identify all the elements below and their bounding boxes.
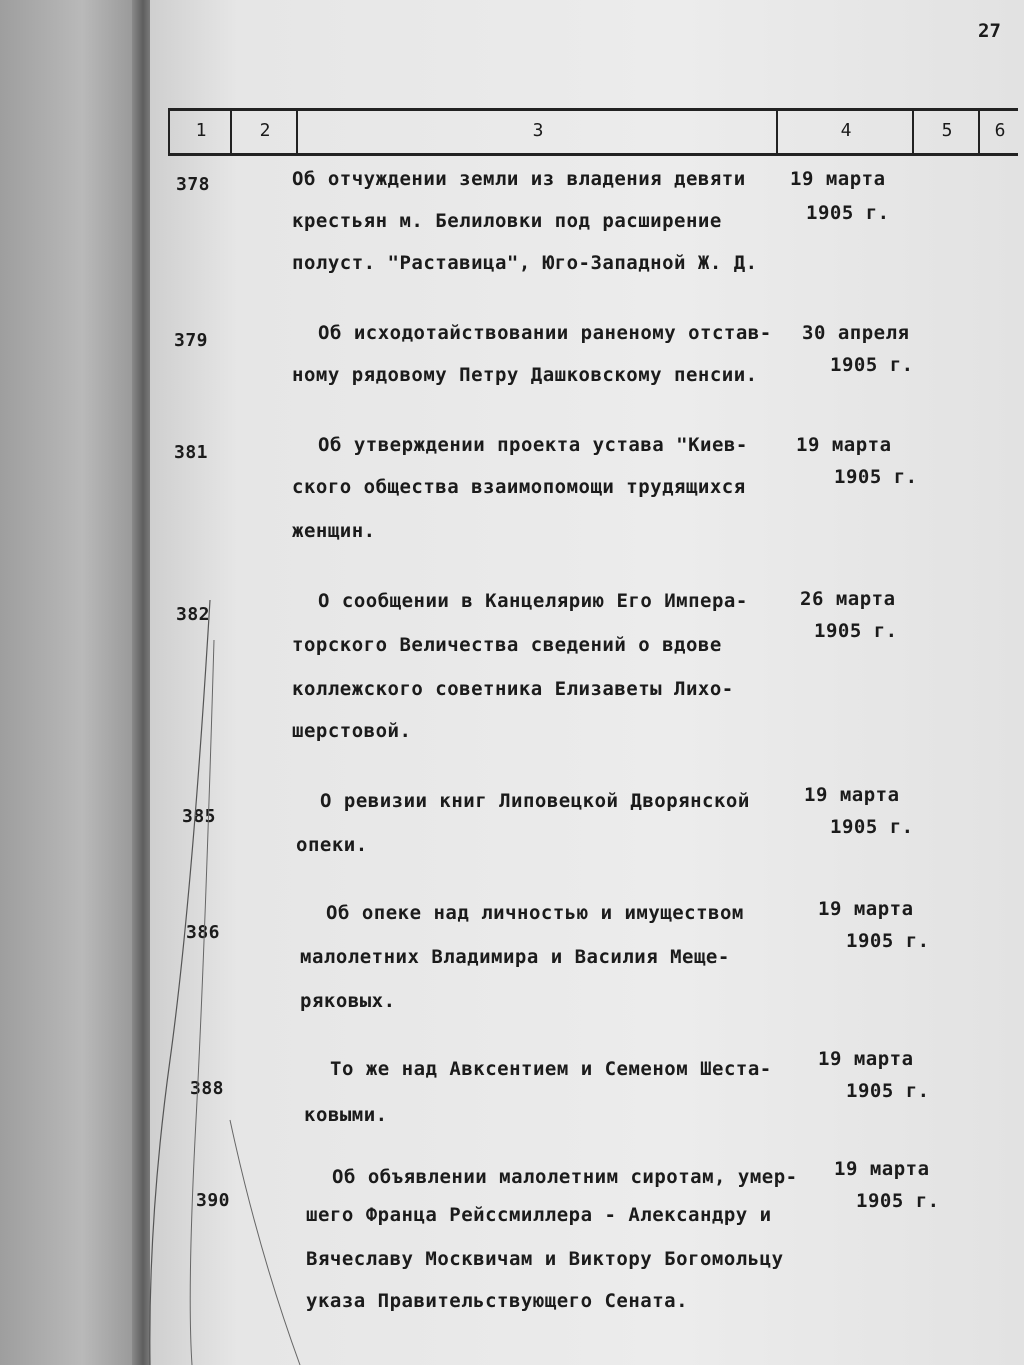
header-col-4: 4 bbox=[776, 111, 914, 153]
header-col-3: 3 bbox=[296, 111, 778, 153]
entry-text-line: малолетних Владимира и Василия Мещe- bbox=[300, 946, 730, 968]
entry-date: 19 марта bbox=[818, 1048, 914, 1070]
entry-year: 1905 г. bbox=[856, 1190, 940, 1212]
entry-date: 19 марта bbox=[804, 784, 900, 806]
entry-date: 19 марта bbox=[818, 898, 914, 920]
entry-number: 386 bbox=[186, 922, 221, 943]
entry-text-line: Об объявлении малолетним сиротам, умер- bbox=[332, 1166, 798, 1188]
entry-text-line: Об опеке над личностью и имуществом bbox=[326, 902, 744, 924]
entry-year: 1905 г. bbox=[830, 354, 914, 376]
entry-date: 19 марта bbox=[790, 168, 886, 190]
left-page-edge bbox=[0, 0, 150, 1365]
entry-number: 385 bbox=[182, 806, 217, 827]
entry-year: 1905 г. bbox=[806, 202, 890, 224]
header-col-1: 1 bbox=[168, 111, 232, 153]
entry-date: 19 марта bbox=[796, 434, 892, 456]
entry-year: 1905 г. bbox=[814, 620, 898, 642]
entry-text-line: опеки. bbox=[296, 834, 368, 856]
header-col-5: 5 bbox=[912, 111, 980, 153]
entry-text-line: О сообщении в Канцелярию Его Импера- bbox=[318, 590, 748, 612]
entry-date: 19 марта bbox=[834, 1158, 930, 1180]
entry-number: 388 bbox=[190, 1078, 225, 1099]
entry-text-line: ному рядовому Петру Дашковскому пенсии. bbox=[292, 364, 758, 386]
table-header bbox=[168, 108, 1018, 156]
entry-year: 1905 г. bbox=[830, 816, 914, 838]
entry-text-line: Об утверждении проекта устава "Киев- bbox=[318, 434, 748, 456]
entry-number: 378 bbox=[176, 174, 211, 195]
entry-year: 1905 г. bbox=[846, 1080, 930, 1102]
header-col-6: 6 bbox=[978, 111, 1020, 153]
entry-number: 379 bbox=[174, 330, 209, 351]
entry-text-line: коллежского советника Елизаветы Лихо- bbox=[292, 678, 734, 700]
entry-number: 390 bbox=[196, 1190, 231, 1211]
entry-text-line: Вячеславу Москвичам и Виктору Богомольцу bbox=[306, 1248, 784, 1270]
page-number: 27 bbox=[978, 20, 1001, 42]
entry-year: 1905 г. bbox=[834, 466, 918, 488]
entry-text-line: крестьян м. Белиловки под расширение bbox=[292, 210, 722, 232]
entry-text-line: То же над Авксентием и Семеном Шеста- bbox=[330, 1058, 772, 1080]
entry-date: 26 марта bbox=[800, 588, 896, 610]
entry-text-line: О ревизии книг Липовецкой Дворянской bbox=[320, 790, 750, 812]
entry-text-line: ковыми. bbox=[304, 1104, 388, 1126]
entry-date: 30 апреля bbox=[802, 322, 910, 344]
entry-year: 1905 г. bbox=[846, 930, 930, 952]
header-col-2: 2 bbox=[230, 111, 298, 153]
entry-text-line: Об отчуждении земли из владения девяти bbox=[292, 168, 746, 190]
entry-text-line: ского общества взаимопомощи трудящихся bbox=[292, 476, 746, 498]
entry-text-line: Об исходотайствовании раненому отстав- bbox=[318, 322, 772, 344]
entry-text-line: шерстовой. bbox=[292, 720, 412, 742]
entry-text-line: торского Величества сведений о вдове bbox=[292, 634, 722, 656]
entry-number: 381 bbox=[174, 442, 209, 463]
entry-text-line: полуст. "Раставица", Юго-Западной Ж. Д. bbox=[292, 252, 758, 274]
entry-text-line: ряковых. bbox=[300, 990, 396, 1012]
entry-number: 382 bbox=[176, 604, 211, 625]
entry-text-line: указа Правительствующего Сената. bbox=[306, 1290, 689, 1312]
entry-text-line: женщин. bbox=[292, 520, 376, 542]
entry-text-line: шего Франца Рейссмиллера - Александру и bbox=[306, 1204, 772, 1226]
